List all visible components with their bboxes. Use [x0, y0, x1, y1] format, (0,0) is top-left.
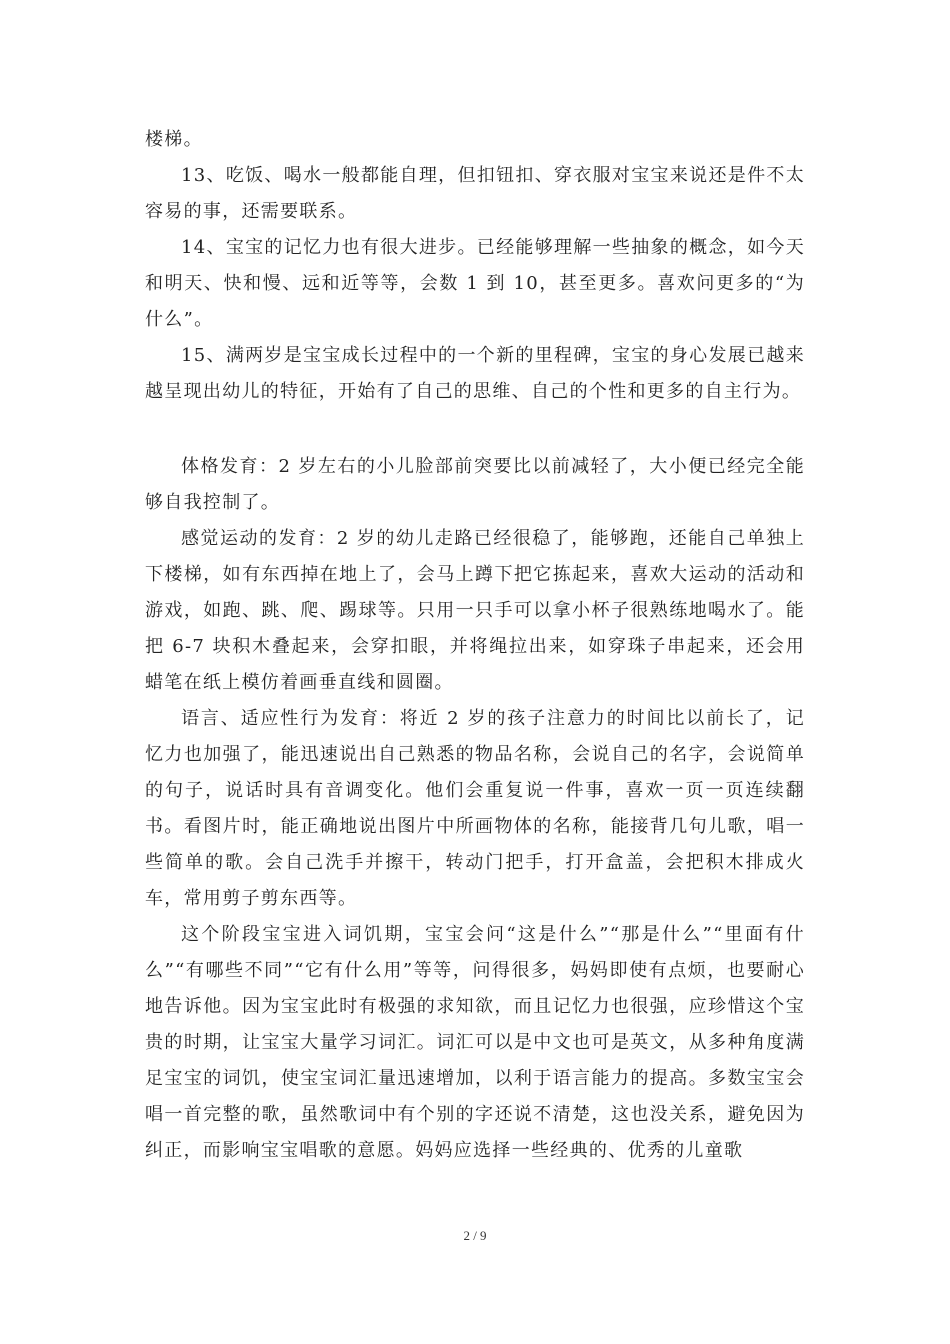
- paragraph-motor-development: 感觉运动的发育：2 岁的幼儿走路已经很稳了，能够跑，还能自己单独上下楼梯，如有东西掉在地上了，会马上蹲下把它拣起来，喜欢大运动的活动和游戏，如跑、跳、爬、踢球等。只用一只手可以拿小杯子很熟练地喝水了。能把 6-7 块积木叠起来，会穿扣眼，并将绳拉出来，如穿珠子串起来，还会用蜡笔在纸上模仿着画垂直线和圆圈。: [145, 528, 805, 693]
- paragraph-item-14: 14、宝宝的记忆力也有很大进步。已经能够理解一些抽象的概念，如今天和明天、快和慢、远和近等等，会数 1 到 10，甚至更多。喜欢问更多的“为什么”。: [145, 237, 805, 330]
- paragraph-item-13: 13、吃饭、喝水一般都能自理，但扣钮扣、穿衣服对宝宝来说还是件不太容易的事，还需要联系。: [145, 165, 805, 222]
- paragraph-language-development: 语言、适应性行为发育：将近 2 岁的孩子注意力的时间比以前长了，记忆力也加强了，能迅速说出自己熟悉的物品名称，会说自己的名字，会说简单的句子，说话时具有音调变化。他们会重复说一件事，喜欢一页一页连续翻书。看图片时，能正确地说出图片中所画物体的名称，能接背几句儿歌，唱一些简单的歌。会自己洗手并擦干，转动门把手，打开盒盖，会把积木排成火车，常用剪子剪东西等。: [145, 708, 805, 909]
- paragraph-item-15: 15、满两岁是宝宝成长过程中的一个新的里程碑，宝宝的身心发展已越来越呈现出幼儿的特征，开始有了自己的思维、自己的个性和更多的自主行为。: [145, 345, 805, 402]
- paragraph-continuation: 楼梯。: [145, 129, 203, 150]
- paragraph-vocabulary-period: 这个阶段宝宝进入词饥期，宝宝会问“这是什么”“那是什么”“里面有什么”“有哪些不同”“它有什么用”等等，问得很多，妈妈即使有点烦，也要耐心地告诉他。因为宝宝此时有极强的求知欲，而且记忆力也很强，应珍惜这个宝贵的时期，让宝宝大量学习词汇。词汇可以是中文也可是英文，从多种角度满足宝宝的词饥，使宝宝词汇量迅速增加，以利于语言能力的提高。多数宝宝会唱一首完整的歌，虽然歌词中有个别的字还说不清楚，这也没关系，避免因为纠正，而影响宝宝唱歌的意愿。妈妈应选择一些经典的、优秀的儿童歌: [145, 924, 805, 1161]
- page-number: 2 / 9: [463, 1228, 487, 1243]
- paragraph-physical-development: 体格发育：2 岁左右的小儿脸部前突要比以前减轻了，大小便已经完全能够自我控制了。: [145, 456, 805, 513]
